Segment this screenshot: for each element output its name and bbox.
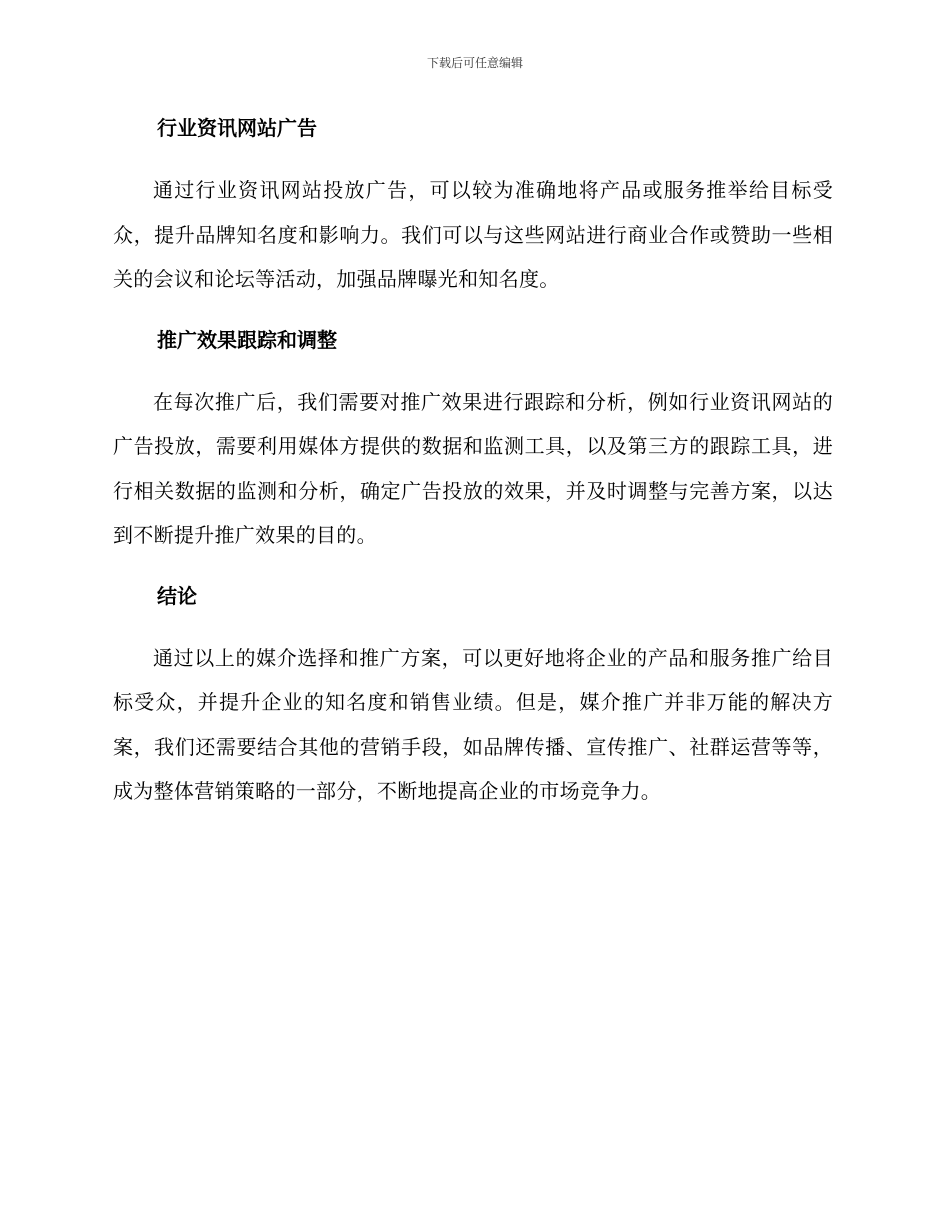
header-note: 下载后可任意编辑 bbox=[426, 56, 523, 70]
document-body bbox=[113, 112, 833, 814]
section-heading-tracking-adjustment: 推广效果跟踪和调整 bbox=[157, 327, 337, 352]
section-heading-conclusion: 结论 bbox=[157, 583, 197, 608]
section-paragraph-industry-news-ads: 通过行业资讯网站投放广告，可以较为准确地将产品或服务推举给目标受众，提升品牌知名度和影响力。我们可以与这些网站进行商业合作或赞助一些相关的会议和论坛等活动，加强品牌曝光和知名度。 bbox=[113, 178, 833, 291]
section-heading-industry-news-ads: 行业资讯网站广告 bbox=[157, 116, 317, 140]
section-paragraph-conclusion: 通过以上的媒介选择和推广方案，可以更好地将企业的产品和服务推广给目标受众，并提升企业的知名度和销售业绩。但是，媒介推广并非万能的解决方案，我们还需要结合其他的营销手段，如品牌传播、宣传推广、社群运营等等，成为整体营销策略的一部分，不断地提高企业的市场竞争力。 bbox=[113, 645, 833, 803]
section-paragraph-tracking-adjustment: 在每次推广后，我们需要对推广效果进行跟踪和分析，例如行业资讯网站的广告投放，需要利用媒体方提供的数据和监测工具，以及第三方的跟踪工具，进行相关数据的监测和分析，确定广告投放的效果，并及时调整与完善方案，以达到不断提升推广效果的目的。 bbox=[113, 389, 833, 547]
